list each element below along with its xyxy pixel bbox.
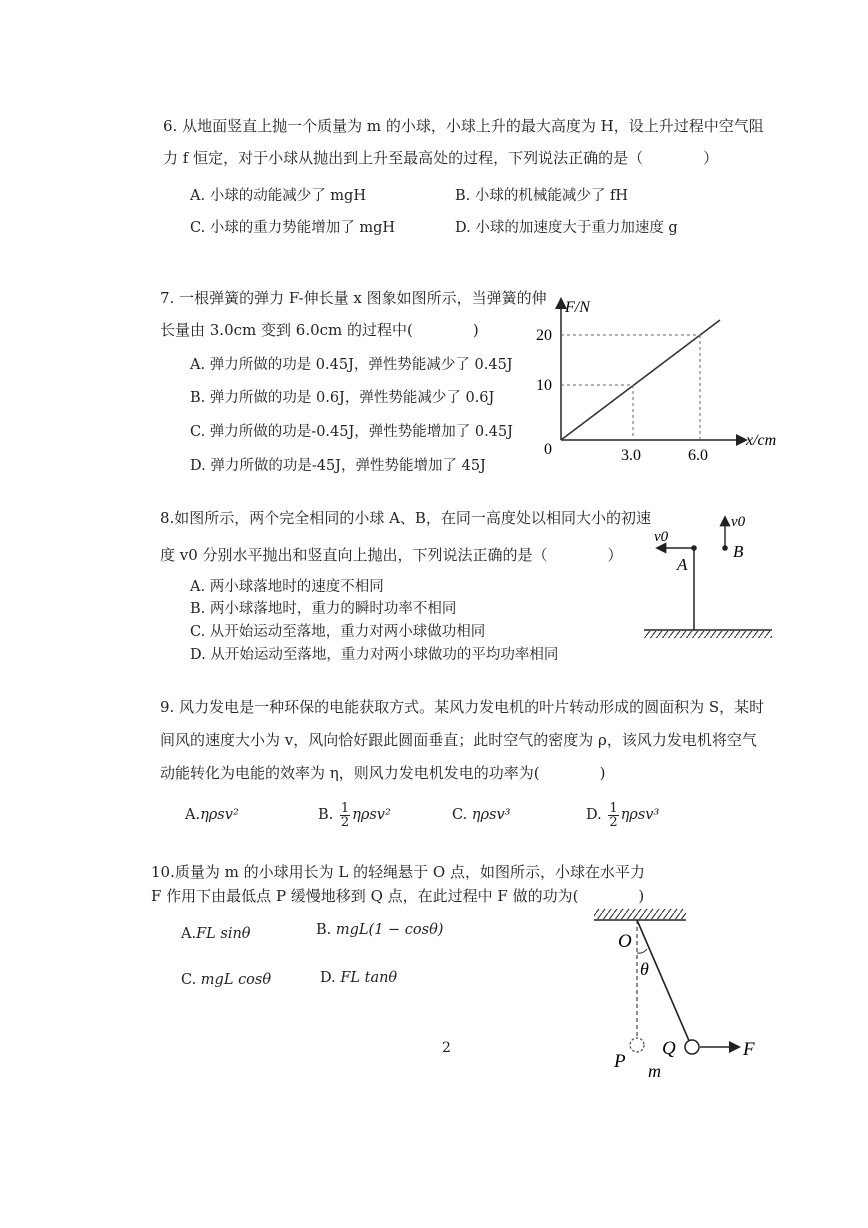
label-p: P	[614, 1051, 626, 1072]
ball-a	[691, 545, 697, 551]
q9-option-a	[185, 805, 239, 825]
q10-option-a-expr: FL sinθ	[196, 926, 251, 942]
q7-option-d: D. 弹力所做的功是-45J，弹性势能增加了 45J	[190, 458, 486, 474]
ball-q	[685, 1040, 699, 1054]
q8-projectile-figure	[640, 508, 780, 648]
q10-option-a-label: A.	[181, 926, 197, 942]
q9-option-c-expr: ηρsv³	[471, 807, 511, 823]
label-a: A	[677, 555, 688, 574]
page-number: 2	[442, 1040, 451, 1056]
label-b: B	[733, 542, 744, 561]
q10-option-d-label: D.	[320, 970, 336, 986]
q10-option-b-label: B.	[316, 922, 332, 938]
q10-option-b-expr: mgL(1 − cosθ)	[335, 922, 444, 938]
q9-option-d-label: D.	[586, 807, 602, 823]
force-line	[561, 320, 720, 440]
q9-option-d-expr: ηρsv³	[620, 807, 660, 823]
q10-option-b	[316, 920, 443, 940]
q9-option-b-expr: ηρsv²	[352, 807, 391, 823]
q9-option-a-label: A.	[185, 807, 201, 823]
frac-numerator: 1	[340, 800, 350, 816]
q8-stem-line2: 度 v0 分别水平抛出和竖直向上抛出，下列说法正确的是（ ）	[160, 546, 623, 564]
q7-option-a: A. 弹力所做的功是 0.45J，弹性势能减少了 0.45J	[190, 357, 513, 373]
q9-option-b	[318, 795, 391, 835]
q7-option-c: C. 弹力所做的功是-0.45J，弹性势能增加了 0.45J	[190, 424, 513, 440]
q10-pendulum-figure	[590, 905, 780, 1085]
q9-option-c-label: C.	[452, 807, 468, 823]
q7-force-extension-graph	[530, 290, 800, 470]
q10-option-c	[181, 970, 271, 990]
ball-b	[722, 545, 728, 551]
q6-option-c: C. 小球的重力势能增加了 mgH	[190, 220, 396, 236]
q9-stem-line3: 动能转化为电能的效率为 η，则风力发电机发电的功率为( )	[160, 764, 606, 782]
rope-oq	[637, 920, 690, 1043]
q10-option-d-expr: FL tanθ	[340, 970, 398, 986]
q7-stem-line1: 7. 一根弹簧的弹力 F-伸长量 x 图象如图所示，当弹簧的伸	[160, 289, 547, 307]
q8-option-d: D. 从开始运动至落地，重力对两小球做功的平均功率相同	[190, 647, 559, 663]
q10-stem-line2: F 作用下由最低点 P 缓慢地移到 Q 点，在此过程中 F 做的功为( )	[151, 887, 645, 905]
q10-option-d	[320, 968, 397, 988]
q8-option-a: A. 两小球落地时的速度不相同	[190, 579, 384, 595]
q9-option-d-fraction	[608, 802, 618, 829]
q7-stem-line2: 长量由 3.0cm 变到 6.0cm 的过程中( )	[160, 321, 479, 339]
frac-denominator: 2	[340, 814, 350, 830]
q9-option-d	[586, 795, 659, 835]
label-q: Q	[662, 1038, 676, 1059]
q8-option-c: C. 从开始运动至落地，重力对两小球做功相同	[190, 624, 486, 640]
q9-option-b-label: B.	[318, 807, 334, 823]
q6-option-d: D. 小球的加速度大于重力加速度 g	[455, 220, 678, 236]
x-tick-6: 6.0	[688, 447, 708, 464]
q10-option-c-expr: mgL cosθ	[200, 972, 272, 988]
q8-stem-line1: 8.如图所示，两个完全相同的小球 A、B，在同一高度处以相同大小的初速	[160, 509, 651, 527]
origin-label: 0	[544, 441, 552, 458]
y-axis-label: F/N	[565, 299, 590, 316]
q6-stem-line1: 6. 从地面竖直上抛一个质量为 m 的小球，小球上升的最大高度为 H，设上升过程中空气阻	[163, 117, 764, 135]
y-tick-10: 10	[536, 377, 552, 394]
v0-up-label: v0	[731, 514, 746, 530]
q10-stem-line1: 10.质量为 m 的小球用长为 L 的轻绳悬于 O 点，如图所示，小球在水平力	[151, 863, 645, 881]
label-o: O	[618, 931, 632, 952]
q6-option-b: B. 小球的机械能减少了 fH	[455, 188, 628, 204]
ball-p	[630, 1038, 644, 1052]
ground-hatch	[644, 631, 772, 638]
q9-option-b-fraction	[340, 802, 350, 829]
frac-denominator: 2	[609, 814, 618, 830]
y-tick-20: 20	[536, 327, 552, 344]
q10-option-c-label: C.	[181, 972, 197, 988]
q10-option-a	[181, 924, 251, 944]
x-axis-label: x/cm	[746, 432, 777, 449]
q9-option-c	[452, 805, 510, 825]
q9-stem-line1: 9. 风力发电是一种环保的电能获取方式。某风力发电机的叶片转动形成的圆面积为 S，某时	[160, 698, 765, 716]
q6-option-a: A. 小球的动能减少了 mgH	[190, 188, 366, 204]
q9-stem-line2: 间风的速度大小为 v，风向恰好跟此圆面垂直；此时空气的密度为 ρ，该风力发电机将空气	[160, 731, 757, 749]
frac-numerator: 1	[609, 800, 618, 816]
label-m: m	[648, 1061, 661, 1081]
q7-option-b: B. 弹力所做的功是 0.6J，弹性势能减少了 0.6J	[190, 390, 495, 406]
ceiling-hatch	[594, 909, 686, 919]
q6-stem-line2: 力 f 恒定，对于小球从抛出到上升至最高处的过程，下列说法正确的是（ ）	[163, 149, 719, 167]
v0-left-label: v0	[654, 529, 669, 545]
x-tick-3: 3.0	[621, 447, 641, 464]
theta-arc	[637, 949, 647, 953]
q8-option-b: B. 两小球落地时，重力的瞬时功率不相同	[190, 601, 457, 617]
q9-option-a-expr: ηρsv²	[200, 807, 239, 823]
label-f: F	[743, 1039, 755, 1060]
label-theta: θ	[640, 959, 649, 979]
